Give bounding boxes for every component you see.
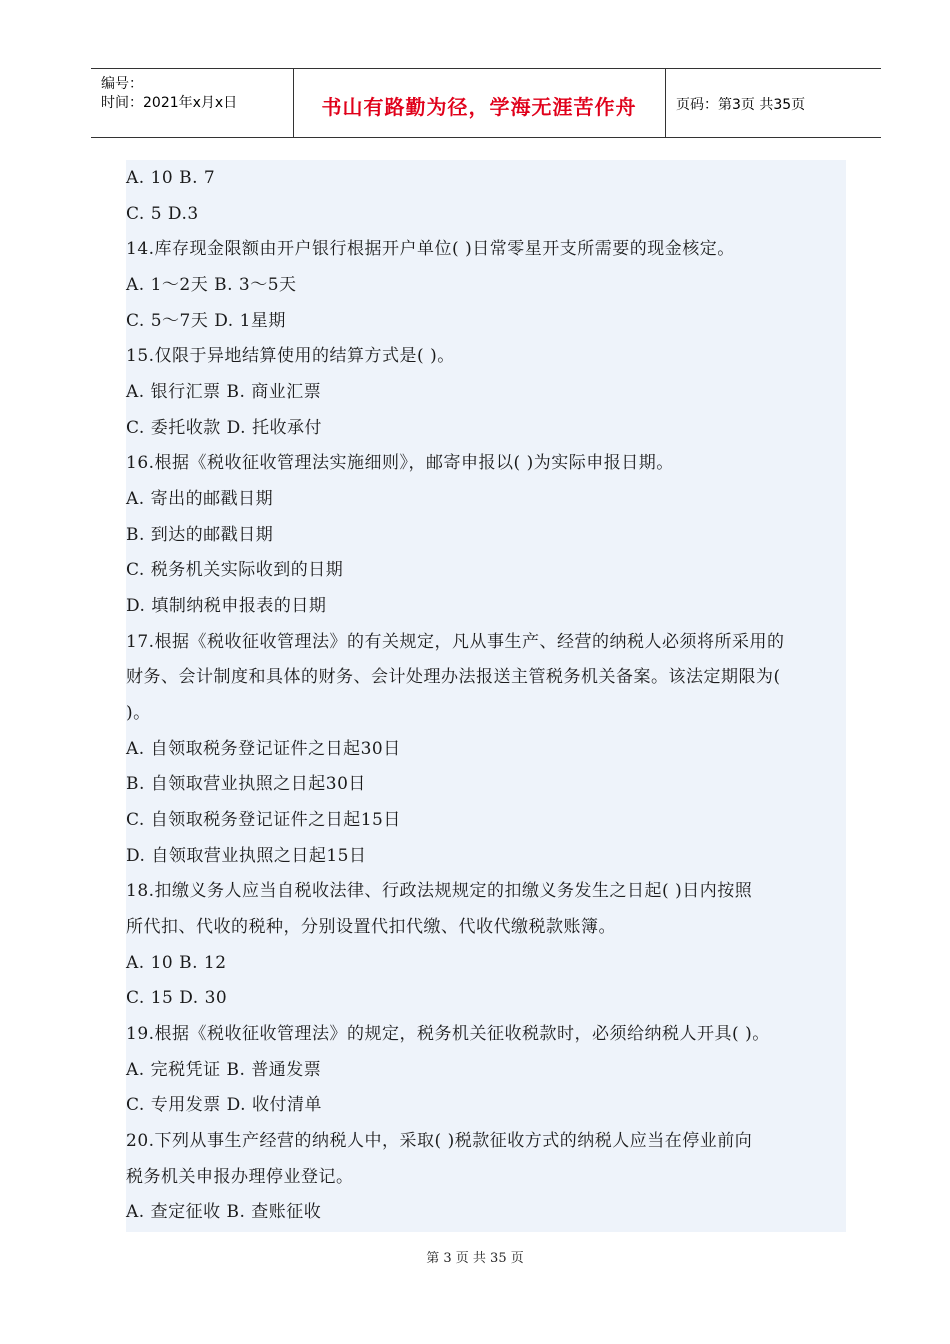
text-line: )。 <box>126 703 151 723</box>
text-line: C. 5～7天 D. 1星期 <box>126 311 286 331</box>
text-line: A. 查定征收 B. 查账征收 <box>126 1202 322 1222</box>
text-line: A. 10 B. 7 <box>126 168 216 188</box>
text-line: C. 税务机关实际收到的日期 <box>126 560 344 580</box>
question-16: 16.根据《税收征收管理法实施细则》，邮寄申报以( )为实际申报日期。 <box>126 453 674 473</box>
text-line: 财务、会计制度和具体的财务、会计处理办法报送主管税务机关备案。该法定期限为( <box>126 667 781 687</box>
header-meta-cell <box>91 69 294 137</box>
text-line: C. 15 D. 30 <box>126 988 228 1008</box>
text-line: A. 1～2天 B. 3～5天 <box>126 275 297 295</box>
text-line: C. 专用发票 D. 收付清单 <box>126 1095 322 1115</box>
text-line: D. 自领取营业执照之日起15日 <box>126 846 367 866</box>
text-line: A. 银行汇票 B. 商业汇票 <box>126 382 322 402</box>
motto: 书山有路勤为径，学海无涯苦作舟 <box>321 95 637 119</box>
text-line: C. 自领取税务登记证件之日起15日 <box>126 810 401 830</box>
question-content <box>126 160 846 1232</box>
text-line: D. 填制纳税申报表的日期 <box>126 596 327 616</box>
header-page-cell <box>666 69 881 137</box>
text-line: A. 完税凭证 B. 普通发票 <box>126 1060 322 1080</box>
page-header <box>91 68 881 138</box>
text-line: B. 自领取营业执照之日起30日 <box>126 774 366 794</box>
question-19: 19.根据《税收征收管理法》的规定，税务机关征收税款时，必须给纳税人开具( )。 <box>126 1024 770 1044</box>
text-line: 税务机关申报办理停业登记。 <box>126 1167 354 1187</box>
question-20: 20.下列从事生产经营的纳税人中，采取( )税款征收方式的纳税人应当在停业前向 <box>126 1131 753 1151</box>
text-line: A. 自领取税务登记证件之日起30日 <box>126 739 401 759</box>
time-label: 时间：2021年x月x日 <box>101 95 238 111</box>
text-line: A. 10 B. 12 <box>126 953 227 973</box>
text-line: C. 委托收款 D. 托收承付 <box>126 418 322 438</box>
question-15: 15.仅限于异地结算使用的结算方式是( )。 <box>126 346 455 366</box>
text-line: C. 5 D.3 <box>126 204 199 224</box>
header-motto-cell <box>293 69 666 137</box>
question-14: 14.库存现金限额由开户银行根据开户单位( )日常零星开支所需要的现金核定。 <box>126 239 735 259</box>
text-line: A. 寄出的邮戳日期 <box>126 489 274 509</box>
text-line: B. 到达的邮戳日期 <box>126 525 274 545</box>
code-label: 编号： <box>101 76 143 92</box>
text-line: 所代扣、代收的税种，分别设置代扣代缴、代收代缴税款账簿。 <box>126 917 616 937</box>
question-17: 17.根据《税收征收管理法》的有关规定，凡从事生产、经营的纳税人必须将所采用的 <box>126 632 785 652</box>
page-info: 页码：第3页 共35页 <box>676 97 806 113</box>
question-18: 18.扣缴义务人应当自税收法律、行政法规规定的扣缴义务发生之日起( )日内按照 <box>126 881 753 901</box>
page-footer: 第 3 页 共 35 页 <box>426 1251 524 1266</box>
